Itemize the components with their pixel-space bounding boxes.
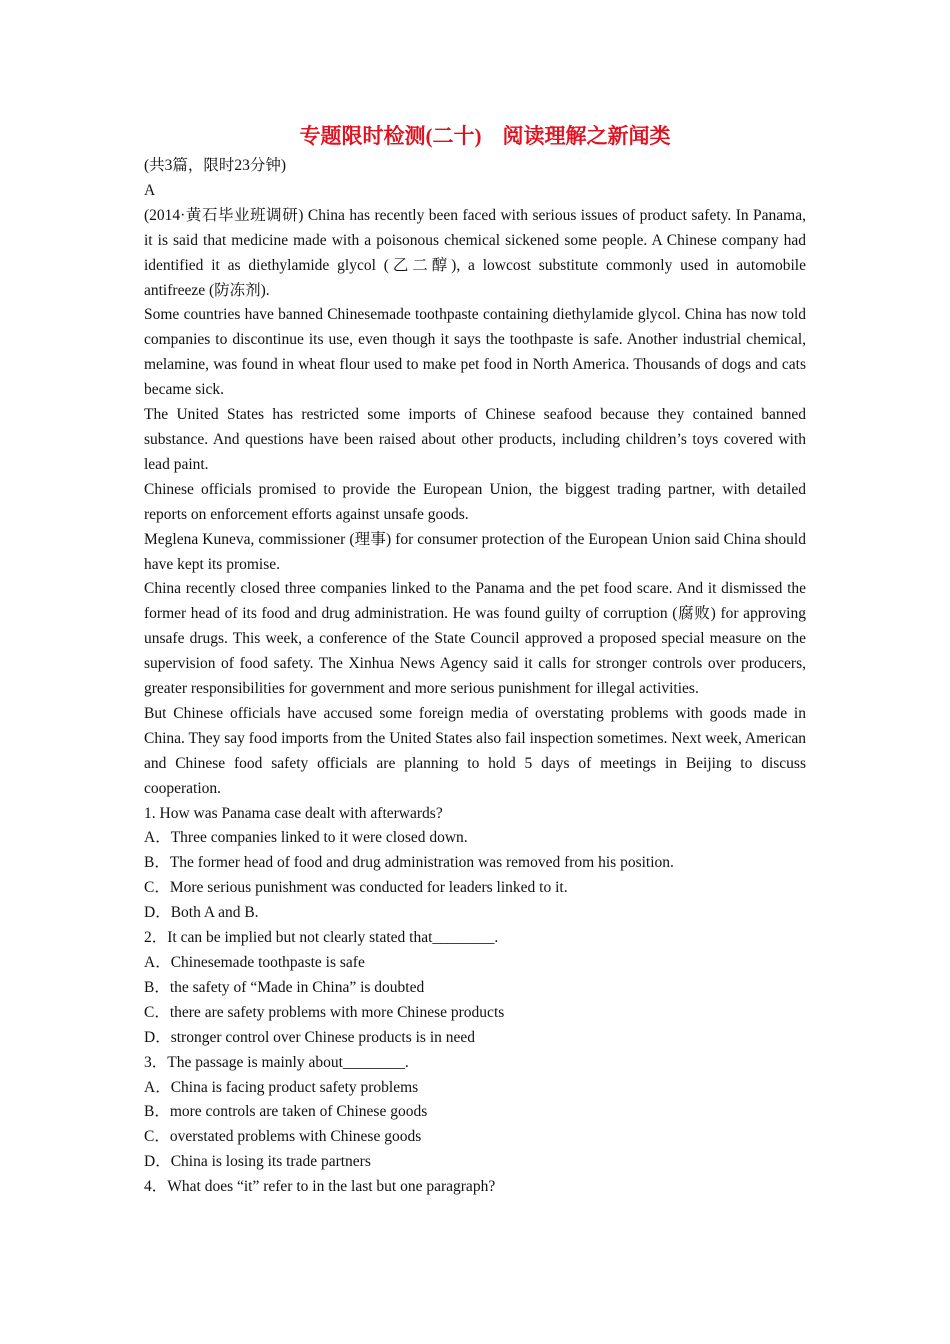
answer-option: B．more controls are taken of Chinese goods <box>144 1103 428 1121</box>
question-stem: 3．The passage is mainly about________. <box>144 1053 409 1071</box>
question-stem: 4．What does “it” refer to in the last but one paragraph? <box>144 1178 496 1196</box>
paragraph: Chinese officials promised to provide the European Union, the biggest trading partner, with detailed reports on enforcement efforts against unsafe goods. <box>144 480 806 523</box>
answer-option: C．overstated problems with Chinese goods <box>144 1128 422 1146</box>
paragraph: Some countries have banned Chinesemade toothpaste containing diethylamide glycol. China has now told companies to discontinue its use, even though it says the toothpaste is safe. Another industrial chemical, melamine, was found in wheat flour used to make pet food in North America. Thousands of dogs and cats became sick. <box>144 306 806 399</box>
paragraph: The United States has restricted some imports of Chinese seafood because they contained banned substance. And questions have been raised about other products, including children’s toys covered with lead paint. <box>144 406 806 473</box>
question <box>144 926 806 1051</box>
question <box>144 802 806 927</box>
answer-option: D．stronger control over Chinese products is in need <box>144 1028 476 1046</box>
answer-option: A．China is facing product safety problems <box>144 1078 419 1096</box>
paragraph: But Chinese officials have accused some foreign media of overstating problems with goods made in China. They say food imports from the United States also fail inspection sometimes. Next week, American and Chinese food safety officials are planning to hold 5 days of meetings in Beijing to discuss cooperation. <box>144 704 806 797</box>
answer-option: D．China is losing its trade partners <box>144 1153 371 1171</box>
answer-option: C．there are safety problems with more Chinese products <box>144 1003 505 1021</box>
question-list <box>144 802 806 1201</box>
question-stem: 2．It can be implied but not clearly stated that________. <box>144 929 499 947</box>
answer-option: A．Three companies linked to it were closed down. <box>144 829 468 847</box>
answer-option: B．the safety of “Made in China” is doubted <box>144 978 425 996</box>
paragraph: Meglena Kuneva, commissioner (理事) for consumer protection of the European Union said China should have kept its promise. <box>144 530 806 573</box>
answer-option: D．Both A and B. <box>144 904 259 922</box>
passage <box>144 204 806 802</box>
question-stem: 1. How was Panama case dealt with afterwards? <box>144 804 443 822</box>
page-title: 专题限时检测(二十) 阅读理解之新闻类 <box>299 124 671 148</box>
question <box>144 1175 806 1200</box>
question <box>144 1051 806 1176</box>
paragraph: (2014·黄石毕业班调研) China has recently been faced with serious issues of product safety. In Panama, it is said that medicine made with a poisonous chemical sickened some people. A Chinese company had identified it as diethylamide glycol (乙二醇), a lowcost substitute commonly used in automobile antifreeze (防冻剂). <box>144 206 806 299</box>
answer-option: C．More serious punishment was conducted for leaders linked to it. <box>144 879 568 897</box>
answer-option: B．The former head of food and drug administration was removed from his position. <box>144 854 674 872</box>
paragraph: China recently closed three companies linked to the Panama and the pet food scare. And it dismissed the former head of its food and drug administration. He was found guilty of corruption (腐败) for approving unsafe drugs. This week, a conference of the State Council approved a proposed special measure on the supervision of food safety. The Xinhua News Agency said it calls for stronger controls over producers, greater responsibilities for government and more serious punishment for illegal activities. <box>144 580 806 698</box>
subtitle: (共3篇，限时23分钟) <box>144 157 287 174</box>
answer-option: A．Chinesemade toothpaste is safe <box>144 954 365 971</box>
document-page <box>144 118 806 1200</box>
section-label: A <box>144 181 156 199</box>
